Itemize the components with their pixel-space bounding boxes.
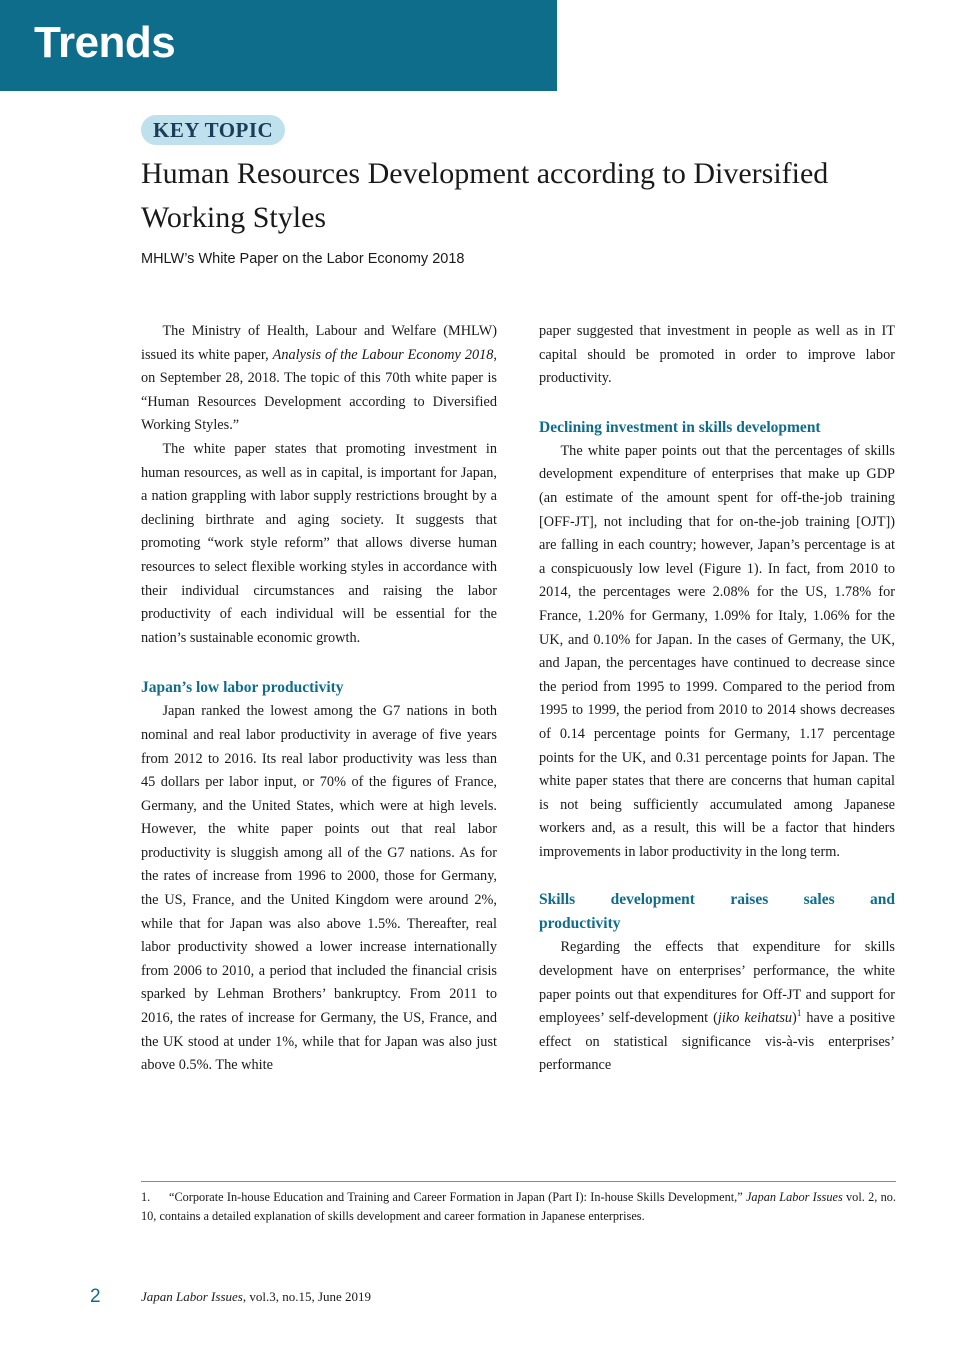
publication-name: Japan Labor Issues (141, 1289, 243, 1304)
heading-skills-development-line2: productivity (539, 915, 621, 933)
paragraph-productivity: Japan ranked the lowest among the G7 nations in both nominal and real labor productivity in average of five years from 2012 to 2016. Its real labor productivity was less than 45 dollars per labor input, or 70% of the figures of France, Germany, and the United States, which were at high levels. However, the white paper points out that real labor productivity is sluggish among all of the G7 nations. As for the rates of increase from 1996 to 2000, those for Germany, the US, France, and the United Kingdom were around 2%, while that for Japan was also above 1.5%. Thereafter, real labor productivity showed a lower increase internationally from 2006 to 2010, a period that included the financial crisis sparked by Lehman Brothers’ bankruptcy. From 2011 to 2016, the rates of increase for Germany, the US, France, and the UK stood at under 1%, while that for Japan was also just above 0.5%. The white (141, 703, 497, 1074)
left-column (141, 320, 497, 1078)
paragraph-intro: The Ministry of Health, Labour and Welfare (MHLW) issued its white paper, Analysis of the Labour Economy 2018, on September 28, 2018. The topic of this 70th white paper is “Human Resources Development according to Diversified Working Styles.” (141, 323, 497, 434)
paragraph-investment: The white paper states that promoting investment in human resources, as well as in capital, is important for Japan, a nation grappling with labor supply restrictions brought by a declining birthrate and aging society. It suggests that promoting “work style reform” that allows diverse human resources to select flexible working styles in accordance with their individual circumstances and raising the labor productivity of each individual will be essential for the nation’s sustainable economic growth. (141, 440, 497, 646)
publication-info: Japan Labor Issues, vol.3, no.15, June 2019 (141, 1289, 372, 1304)
footnote: 1. “Corporate In-house Education and Training and Career Formation in Japan (Part I): In-house Skills Development,” Japan Labor Issues vol. 2, no. 10, contains a detailed explanation of skills development and career formation in Japanese enterprises. (141, 1190, 896, 1223)
right-column (539, 320, 895, 1078)
footnote-number: 1. (141, 1190, 151, 1204)
footnote-ref: 1 (796, 1008, 802, 1019)
key-topic-badge: KEY TOPIC (141, 115, 285, 145)
heading-skills-development: Skills development raises sales and (539, 891, 895, 909)
article-subtitle: MHLW’s White Paper on the Labor Economy 2018 (141, 251, 465, 267)
header-banner (0, 0, 557, 91)
japanese-term: jiko keihatsu (717, 1010, 793, 1027)
section-title: Trends (34, 18, 176, 67)
heading-low-productivity: Japan’s low labor productivity (141, 679, 344, 697)
paragraph-sales-effects: Regarding the effects that expenditure for skills development have on enterprises’ performance, the white paper points out that expenditures for Off-JT and support for employees’ self-development (jiko keihatsu)$^1$ have a positive effect on statistical significance vis-à-vis enterprises’ performance (539, 939, 896, 1074)
article-title: Human Resources Development according to Diversified Working Styles (141, 157, 829, 234)
white-paper-title: Analysis of the Labour Economy 2018 (272, 346, 494, 363)
paragraph-productivity-continued: paper suggested that investment in people as well as in IT capital should be promoted in order to improve labor productivity. (539, 323, 895, 387)
heading-declining-investment: Declining investment in skills development (539, 418, 821, 436)
page-number: 2 (90, 1286, 101, 1307)
footnote-divider (141, 1181, 896, 1182)
footnote-journal: Japan Labor Issues (745, 1190, 843, 1204)
paragraph-skills-expenditure: The white paper points out that the percentages of skills development expenditure of enterprises that make up GDP (an estimate of the amount spent for off-the-job training [OFF-JT], not including that for on-the-job training [OJT]) are falling in each country; however, Japan’s percentage is at a conspicuously low level (Figure 1). In fact, from 2010 to 2014, the percentages were 2.08% for the US, 1.78% for France, 1.20% for Germany, 1.09% for Italy, 1.06% for the UK, and 0.10% for Japan. In the cases of Germany, the UK, and Japan, the percentages have continued to decrease since the period from 1995 to 1999. Compared to the period from 1995 to 1999, the period from 2010 to 2014 shows decreases of 0.14 percentage points for Germany, 1.17 percentage points for the UK, and 0.31 percentage points for Japan. The white paper states that there are concerns that human capital is not being sufficiently accumulated among Japanese workers and, as a result, this will be a factor that hinders improvements in labor productivity in the long term. (539, 442, 895, 860)
